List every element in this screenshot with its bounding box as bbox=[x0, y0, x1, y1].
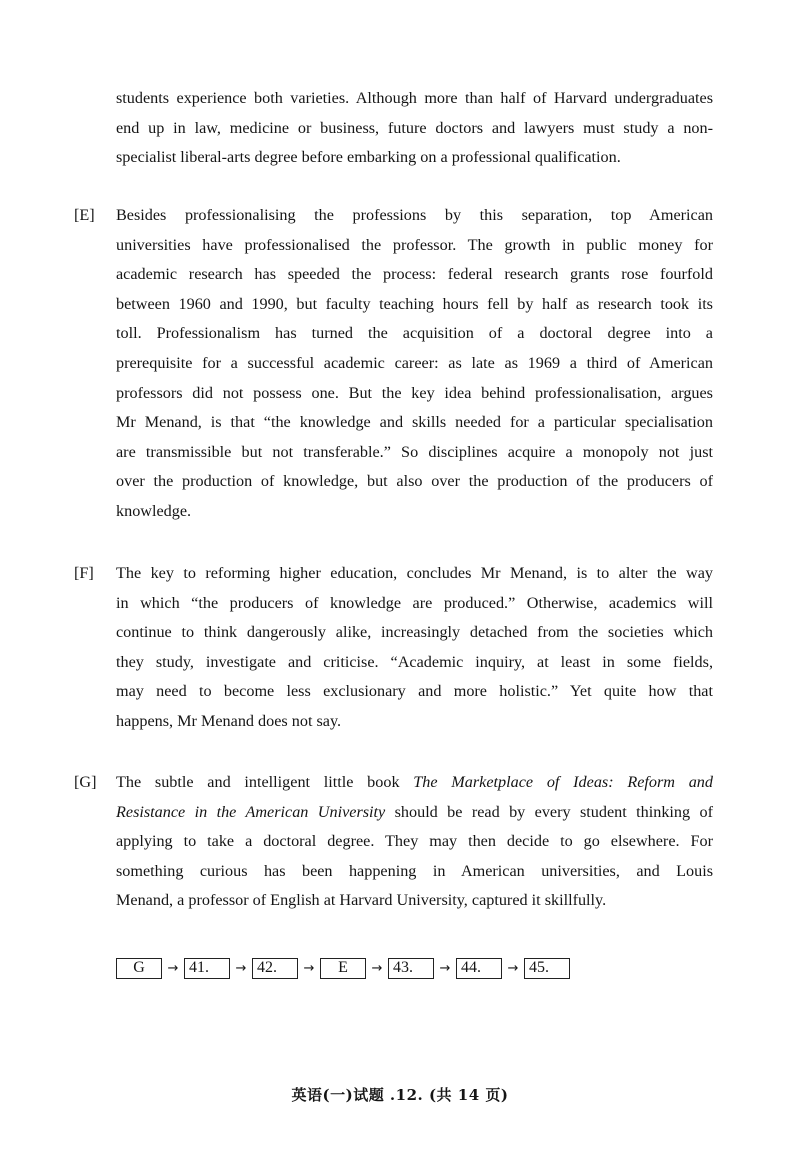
paragraph-e-label: [E] bbox=[74, 206, 95, 224]
text-line: may need to become less exclusionary and more holistic.” Yet quite how that bbox=[116, 682, 713, 701]
text-line: toll. Professionalism has turned the acquisition of a doctoral degree into a bbox=[116, 324, 713, 343]
text-line: are transmissible but not transferable.” So disciplines acquire a monopoly not just bbox=[116, 442, 713, 461]
arrow-right-icon: → bbox=[167, 960, 179, 976]
paragraph-e bbox=[116, 201, 713, 527]
text-line: academic research has speeded the process: federal research grants rose fourfold bbox=[116, 265, 713, 284]
arrow-right-icon: → bbox=[303, 960, 315, 976]
text-line: in which “the producers of knowledge are produced.” Otherwise, academics will bbox=[116, 593, 713, 612]
paragraph-g bbox=[116, 768, 713, 916]
arrow-right-icon: → bbox=[439, 960, 451, 976]
text-line: applying to take a doctoral degree. They may then decide to go elsewhere. For bbox=[116, 832, 713, 851]
text-line: over the production of knowledge, but also over the production of the producers of bbox=[116, 472, 713, 491]
text-line: The key to reforming higher education, concludes Mr Menand, is to alter the way bbox=[116, 564, 713, 582]
book-title: The Marketplace of Ideas: Reform and bbox=[413, 773, 713, 791]
paragraph-g-label: [G] bbox=[74, 773, 97, 791]
text-line bbox=[116, 768, 713, 798]
answer-box-44[interactable]: 44. bbox=[456, 958, 502, 979]
text-line: something curious has been happening in American universities, and Louis bbox=[116, 861, 713, 880]
answer-box-42[interactable]: 42. bbox=[252, 958, 298, 979]
answer-box-45[interactable]: 45. bbox=[524, 958, 570, 979]
text-line: students experience both varieties. Although more than half of Harvard undergraduates bbox=[116, 89, 713, 107]
sequence-box-given: E bbox=[320, 958, 366, 979]
text-line bbox=[116, 798, 713, 828]
text-line: continue to think dangerously alike, increasingly detached from the societies which bbox=[116, 623, 713, 642]
paragraph-f-label: [F] bbox=[74, 564, 94, 582]
arrow-right-icon: → bbox=[235, 960, 247, 976]
text-line: end up in law, medicine or business, future doctors and lawyers must study a non- bbox=[116, 118, 713, 137]
paragraph-order-sequence bbox=[116, 956, 570, 980]
text-line: professors did not possess one. But the key idea behind professionalisation, argues bbox=[116, 383, 713, 402]
answer-box-43[interactable]: 43. bbox=[388, 958, 434, 979]
arrow-right-icon: → bbox=[371, 960, 383, 976]
answer-box-41[interactable]: 41. bbox=[184, 958, 230, 979]
text-line: knowledge. bbox=[116, 501, 192, 520]
text-run: The subtle and intelligent little book bbox=[116, 773, 414, 791]
text-line: happens, Mr Menand does not say. bbox=[116, 711, 342, 730]
page-footer: 英语(一)试题 .12. (共 14 页) bbox=[291, 1086, 509, 1104]
text-run: should be read by every student thinking of bbox=[385, 802, 713, 821]
text-line: prerequisite for a successful academic career: as late as 1969 a third of American bbox=[116, 353, 713, 372]
text-line: Mr Menand, is that “the knowledge and skills needed for a particular specialisation bbox=[116, 413, 713, 432]
paragraph-d-continuation bbox=[116, 84, 713, 173]
book-title: Resistance in the American University bbox=[116, 802, 386, 821]
text-line: between 1960 and 1990, but faculty teaching hours fell by half as research took its bbox=[116, 294, 713, 313]
arrow-right-icon: → bbox=[507, 960, 519, 976]
text-line: Menand, a professor of English at Harvard University, captured it skillfully. bbox=[116, 891, 607, 910]
text-line: universities have professionalised the professor. The growth in public money for bbox=[116, 235, 713, 254]
text-line: specialist liberal-arts degree before embarking on a professional qualification. bbox=[116, 148, 621, 167]
text-line: Besides professionalising the professions by this separation, top American bbox=[116, 206, 713, 224]
sequence-box-given: G bbox=[116, 958, 162, 979]
text-line: they study, investigate and criticise. “Academic inquiry, at least in some fields, bbox=[116, 652, 713, 671]
paragraph-f bbox=[116, 559, 713, 737]
